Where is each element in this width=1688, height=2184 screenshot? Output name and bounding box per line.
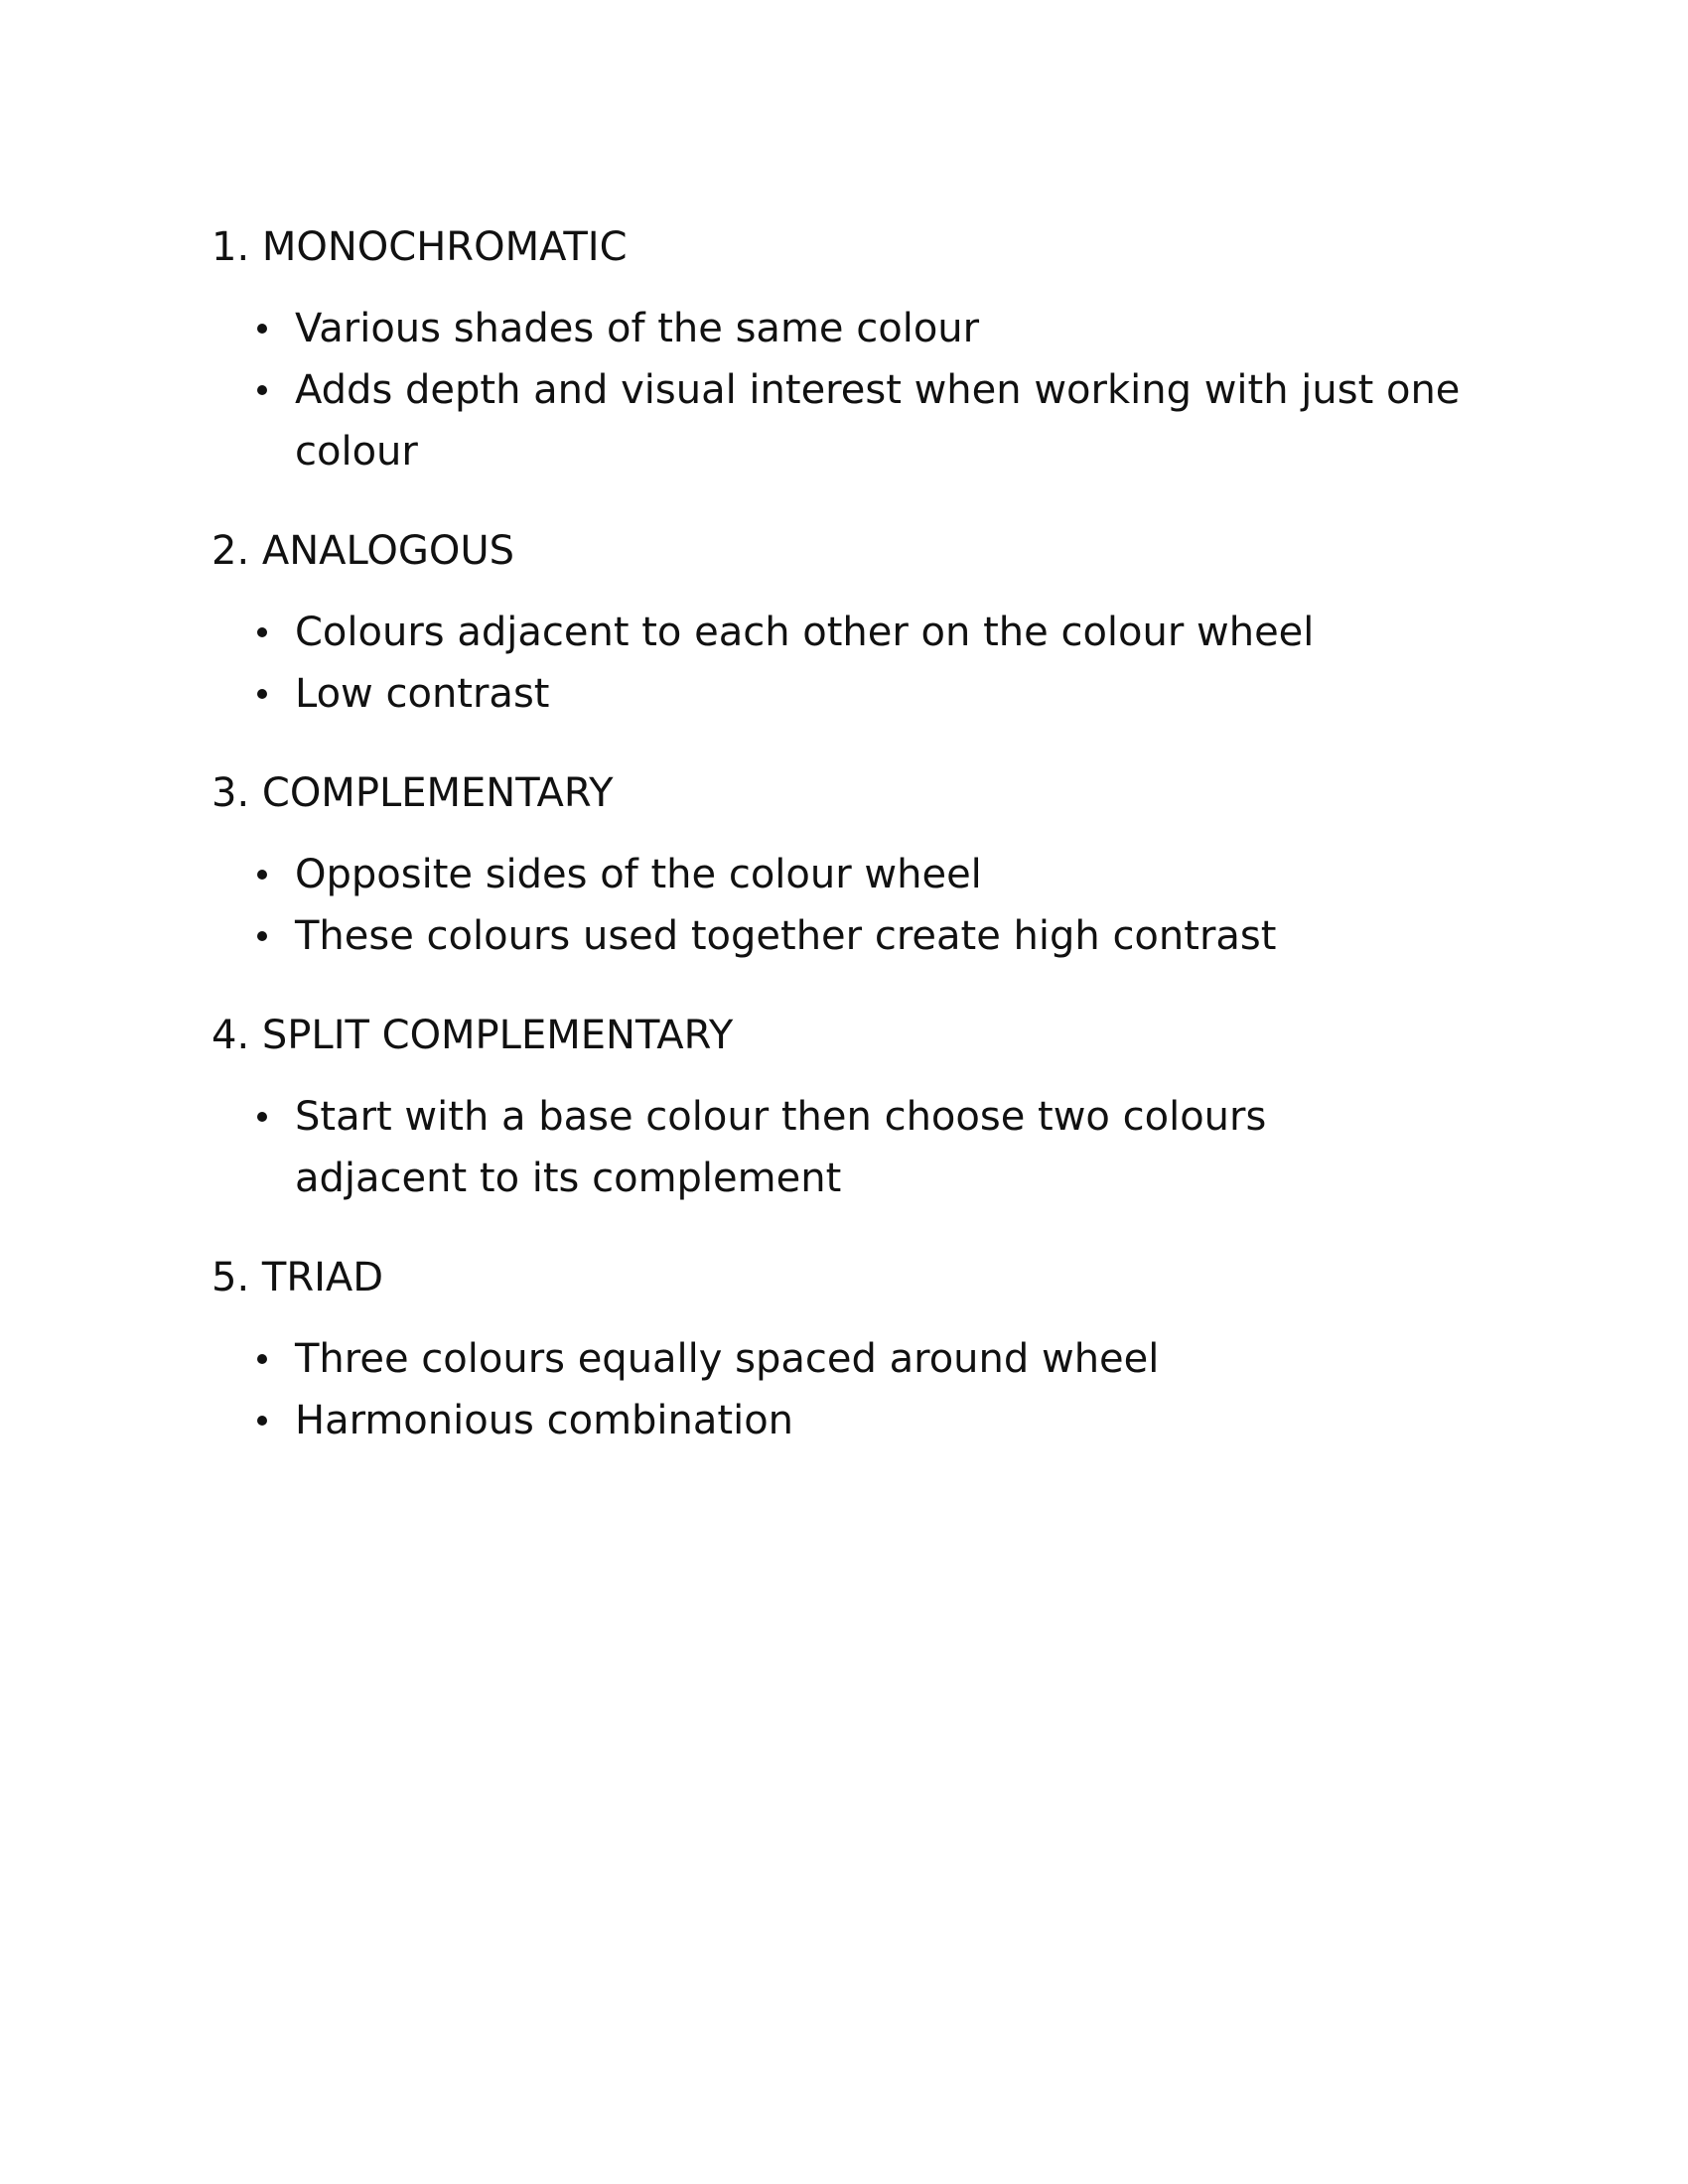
section-complementary [211, 762, 1502, 967]
list-item [211, 844, 1502, 905]
colour-scheme-list [211, 216, 1502, 1489]
list-item [211, 905, 1502, 967]
section-heading [211, 762, 1502, 824]
bullet-icon [257, 385, 267, 395]
bullet-icon [257, 870, 267, 880]
section-number: 5. [211, 1255, 250, 1300]
bullet-list [211, 298, 1502, 482]
bullet-text: Harmonious combination [295, 1398, 794, 1443]
bullet-list [211, 1328, 1502, 1451]
section-split-complementary [211, 1005, 1502, 1209]
bullet-text: Three colours equally spaced around wheel [295, 1336, 1160, 1382]
bullet-icon [257, 1112, 267, 1122]
section-title: COMPLEMENTARY [261, 770, 614, 816]
bullet-list [211, 1086, 1502, 1209]
section-triad [211, 1247, 1502, 1451]
list-item [211, 1086, 1427, 1209]
section-number: 2. [211, 528, 250, 574]
section-title: TRIAD [261, 1255, 384, 1300]
section-analogous [211, 520, 1502, 725]
list-item [211, 359, 1502, 482]
list-item [211, 602, 1502, 663]
bullet-text: Colours adjacent to each other on the colour wheel [295, 610, 1315, 655]
bullet-text: Various shades of the same colour [295, 306, 980, 351]
bullet-icon [257, 627, 267, 637]
section-number: 3. [211, 770, 250, 816]
bullet-list [211, 844, 1502, 967]
list-item [211, 1328, 1502, 1390]
section-heading [211, 1247, 1502, 1308]
section-title: SPLIT COMPLEMENTARY [261, 1013, 734, 1058]
section-monochromatic [211, 216, 1502, 482]
section-heading [211, 216, 1502, 278]
list-item [211, 663, 1502, 725]
list-item [211, 1390, 1502, 1451]
section-title: MONOCHROMATIC [261, 224, 628, 270]
bullet-icon [257, 1354, 267, 1364]
bullet-text: Adds depth and visual interest when working with just one colour [295, 367, 1461, 475]
section-heading [211, 1005, 1502, 1066]
section-number: 1. [211, 224, 250, 270]
bullet-text: These colours used together create high contrast [295, 913, 1277, 959]
bullet-list [211, 602, 1502, 725]
bullet-icon [257, 1416, 267, 1426]
bullet-text: Start with a base colour then choose two colours adjacent to its complement [295, 1094, 1267, 1201]
section-title: ANALOGOUS [261, 528, 515, 574]
bullet-icon [257, 689, 267, 699]
bullet-icon [257, 931, 267, 941]
bullet-text: Opposite sides of the colour wheel [295, 852, 982, 897]
list-item [211, 298, 1502, 359]
section-number: 4. [211, 1013, 250, 1058]
bullet-icon [257, 324, 267, 334]
section-heading [211, 520, 1502, 582]
bullet-text: Low contrast [295, 671, 550, 717]
